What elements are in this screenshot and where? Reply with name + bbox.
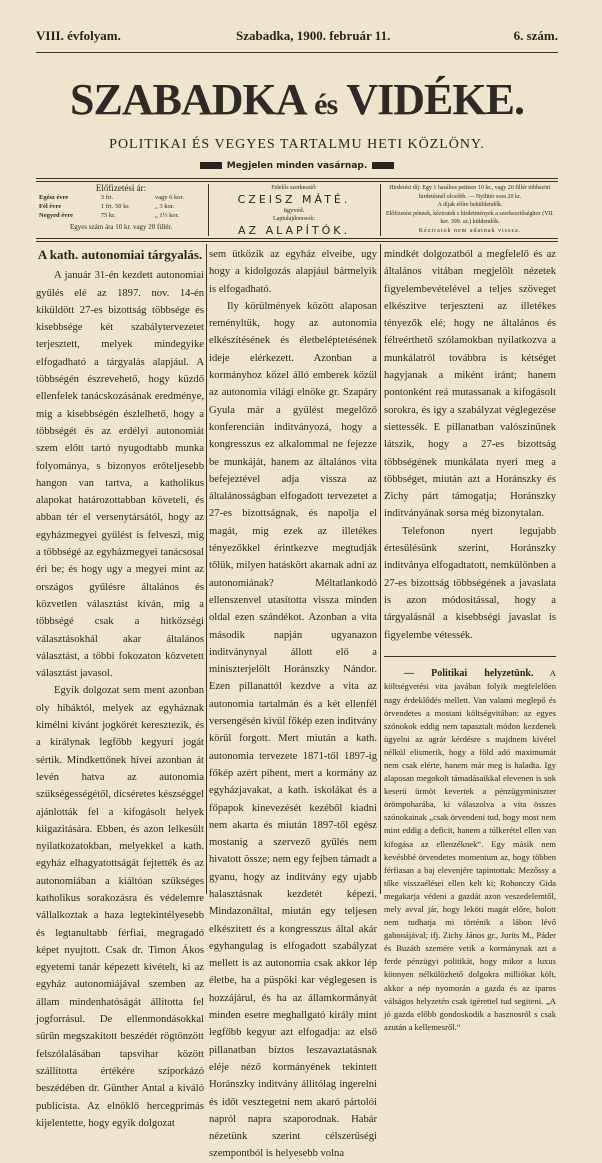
- place-date: Szabadka, 1900. február 11.: [236, 28, 391, 43]
- section-divider: [384, 656, 556, 658]
- volume: VIII. évfolyam.: [36, 28, 121, 43]
- masthead: [36, 70, 558, 135]
- article-paragraph: A január 31-én kezdett autonomiai gyűlés elé az 1897. nov. 14-én kiküldött 27-es bizottság többsége és kisebbsége két szabálytervezetet terjesztett, melyek mindegyike elfogadható a tárgyalás alapjául. A többségén észrevehető, hogy küzdő ellenfelek tanácskozásának eredménye, mig a kisebbségén észlelhető, hogy a többségét és az erdélyi autonomiát szem előtt tartó nyugodtabb munka folyománya, s bizonyos erőteljesebb hangon van tartva, a katholikus alapokat határozottabban követeli, és abban tér el versenytársától, hogy az egyházmegyei gyűlést is felveszi, mig a többségé az egyházmegyei tanácsosal éri be; és hogy ugy a megyei mint az országos gyűlésre általános és közvetlen választást kíván, mig a többségé csak a hitközségi választásokhál akar általános választást, a többi fokozaton közvetett választást javasol.: [36, 270, 204, 680]
- ad-rates: Hirdetési díj: Egy 1 hasábos petitsor 10 kr., vagy 20 fillér többszöri hirdetésnél olcsóbb. — Nyilttér sora 20 kr.: [389, 185, 551, 200]
- article-paragraph: sem ütközik az egyház elveibe, ugy hogy a kidolgozás alapjául bármelyik is elfogadható.: [209, 249, 377, 295]
- pointing-hand-icon: [372, 162, 394, 169]
- publication-schedule: [36, 161, 558, 171]
- subscription-box: [36, 184, 206, 232]
- column-divider: [380, 244, 381, 894]
- masthead-name-a: SZABADKA: [70, 75, 305, 124]
- divider: [36, 178, 558, 179]
- period: Fél évre: [39, 203, 62, 210]
- article-paragraph: Egyik dolgozat sem ment azonban oly hibáktól, melyek az egyháznak kimélni kívánt jogkörét keresztezik, és a királynak legfőbb kegyuri jogát sértik. Mindkettőnek hívei azonban át levén hatva az autonomia szükségességétől, dicséretes készséggel ajánlották fel a kifogásolt helyek kiigazitására. Ebben, és azon lelkesült nyilatkozatokban, melyekkel a kath. egyház elhagyatottságát fejtették és az autonomiában a kiáltóan szükséges katholikus sorakozásra és védelemre vállalkoztak a haza legtekintélyesebb és legtanultabb férfiai, megragadó képet nyujtott. Csak dr. Timon Ákos egyetemi tanár képezett kivételt, ki az egyház autonomiájával szemben az állam mindenhatóságát állította fel jogforrásul. De ellenmondásokkal sűrün megszakított beszédét rögtönzött felszólalásában tapsvihar között szállította értékére sziporkázó beszédében dr. Günther Antal a kiváló publicista. Az elnöklő hercegprimás kijelentette, hogy egyik dolgozat: [36, 685, 204, 1129]
- article-paragraph: mindkét dolgozatból a megfelelő és az általános vitában megjelölt nézetek figyelembevételével a teljes szöveget elkészitve terjeszteni az illetékes tényezők elé; hogy ne általános és félreérthető szólamokban nyilatkozva a munkálatról továbbra is kétséget hagyjanak a miként iránt; hanem pontonként reá mutassanak a kifogásolt sorokra, és igy a szabályzat véglegezése siettessék. E pillanatban valószinűnek látszik, hogy a 27-es bizottság többségének munkálata nyeri meg a többséget, miután azt a Horánszky és Zichy párt támogatja; Horánszky inditványának sorsa még bizonytalan.: [384, 249, 556, 520]
- owners-label: Laptulajdonosok:: [273, 216, 315, 222]
- subscription-title: Előfizetési ár:: [95, 183, 147, 193]
- news-title: — Politikai helyzetünk.: [404, 668, 534, 680]
- article-title: A kath. autonomiai tárgyalás.: [37, 247, 203, 262]
- price: 1 frt. 50 kr.: [100, 203, 130, 210]
- issue-info-line: [36, 28, 558, 46]
- divider: [36, 52, 558, 53]
- news-item-politics: [384, 667, 556, 1034]
- price-alt: „ 3 kor.: [154, 203, 175, 210]
- column-3: [384, 246, 556, 1034]
- divider: [380, 184, 381, 236]
- schedule-text: Megjelen minden vasárnap.: [226, 161, 368, 171]
- divider: [36, 241, 558, 242]
- editor-role: ügyvéd.: [283, 207, 305, 214]
- divider: [36, 181, 558, 182]
- price-row: [36, 202, 206, 211]
- column-1: [36, 246, 204, 1132]
- divider: [208, 184, 209, 236]
- issue-number: 6. szám.: [513, 28, 558, 43]
- article-paragraph: Ily körülmények között alaposan reményltük, hogy az autonomia elkészítésének és életbeléptetésének ideje elérkezett. Azonban a kormányhoz közel álló emberek közül az autonomia világi elnöke gr. Szapáry Gyula már a gyűlést megelőző konferencián inditványozá, hogy a kongresszus ez alkalommal ne fejezze be munkáját, hanem az általános vita befejeztével adja vissza az általánosságban elfogadott tervezetet a 27-es bizottságnak, és napolja el magát, mig ezek az illetékes tényezőkkel érintkezve megtudják tőlük, milyen hatáskört akarnak adni az autonomiának? Méltatlankodó ellenszenvel utasította vissza minden oldal ezen szándékot. Azonban a vita második napján ugyanazon inditványnyal állott elő a miniszterjelölt Horánszky Nándor. Ezen pillanattól kezdve a vita az autonomia tartalmán és a két ellenfél versengésén kivül főkép ezen inditvány körül forgott. Mert miután a kath. autonomia tervezete 1871-től 1897-ig főkép azért pihent, mert a kormány az egyházjavakat, a kath. iskolákat és a főpapok kinevezését kezéből kiadni nem akarta és miután 1897-től egész mostanig a szervező gyűlés nem hivatott össze; nem egy fejben támadt a gyanu, hogy az inditvány egy ujabb halasztásnak kezdetét képezi. Mindazonáltal, miután egy teljesen elkészitett és a kongresszus által akár egyhangulag is elfogadott szabályzat mellett is az autonomia csak akkor lép életbe, ha a püspöki kar véglegesen is hozzájárul, és ha az államkormányát minden esetre meghallgató király mint legfőbb kegyur azt elfogadja: az első pillanatban biztos leszavaztatásnak eléje néző kormányének tekintett Horánszky inditvány állitólag ingerelni és időt vesztegetni nem akaró pártolói napról napra szaporodnak. Habár nézetünk szerint célszerűségi szempontból is helyesebb volna: [209, 300, 377, 1160]
- period: Negyed évre: [39, 212, 73, 219]
- price-row: [36, 211, 206, 220]
- ad-address: Előfizetési pénzek, kéziratok s hirdetmények a szerkesztőséghez (VII. ker. 399. sz.) küldendők.: [385, 210, 555, 225]
- news-text: A költségvetési vita javában folyik megfelelően nagy érdeklődés mellett. Van valami meglepő és örvendetes a mostani költségvitában: az egyes szónokok eddig nem tapasztalt módon kezdenek ügyelni az agrár kérdésre s majdnem kivétel nélkül elismerik, hogy a föld adó maximumát nem csak elérte, hanem már meg is haladta. Igy alaposan megokolt támadásaikkal elevenen is sok keserü ürmöt kevertek a pénzügyminiszter örömpoharába, ki válaszolva a vita összes szónokainak „csak örvendeni tud, hogy most nem mint eddig a deficit, hanem a túlkerétel ellen van kifogása az ellenzéknek“. Egy másik nem kevésbbé örvendetes momentum az, hogy többen férfiasan a baj elevenjére tapintottak: Mezőssy a tőke visszaélései ellen kelt ki; Rohonczy Gida megakarja védeni a gazdát azon veszedelemtől, mely avval jár, hogy leköti magát előre, holott nem tudhatja mi történik a lábon lévő gabonájával; ifj. Zichy János gr., Jurits M., Páder és Buzáth szemére vetik a kormánynak azt a ferde pénzügyi politikát, hogy mikor a luxus könnyen nélkülözhető dolgokra milliókat költ, akkor a nép nyomorán a gazda és az iparos válságos helyzetén csak igérettel tud segiteni. „A jó gazda előbb gondoskodik a hasznosról s csak azután a kellemesről.“: [384, 668, 556, 1032]
- price: 75 kr.: [100, 212, 116, 219]
- column-2: [209, 246, 377, 1163]
- editors-box: [210, 184, 378, 238]
- pointing-hand-icon: [200, 162, 222, 169]
- price-row: [36, 193, 206, 202]
- masthead-es: és: [314, 88, 338, 121]
- ad-manuscripts: Kéziratok nem adatnak vissza.: [418, 227, 522, 234]
- period: Egész évre: [39, 194, 69, 201]
- owners-name: AZ ALAPÍTÓK.: [238, 224, 350, 237]
- single-copy-price: Egyes szám ára 10 kr. vagy 20 fillér.: [69, 223, 173, 231]
- masthead-name-b: VIDÉKE.: [346, 75, 524, 124]
- article-paragraph: Telefonon nyert legujabb értesülésünk szerint, Horánszky inditványa elfogadtatott, nemkülönben a 27-es bizottság többségének a javaslata is azon módositással, hogy a tárgyalásnál a kisebbségi javaslat is figyelembe vétessék.: [384, 525, 556, 641]
- ad-prepay: A díjak előre beküldendők.: [437, 202, 503, 208]
- price-table: [36, 193, 206, 220]
- ads-box: [382, 184, 558, 235]
- price: 3 frt.: [100, 194, 114, 201]
- divider: [36, 238, 558, 239]
- price-alt: vagy 6 kor.: [154, 194, 184, 201]
- column-divider: [206, 244, 207, 894]
- editor-label: Felelős szerkesztő:: [271, 185, 317, 191]
- price-alt: „ 1½ kor.: [154, 212, 180, 219]
- editor-name: CZEISZ MÁTÉ.: [237, 193, 351, 206]
- subtitle: POLITIKAI ÉS VEGYES TARTALMU HETI KÖZLÖNY.: [109, 137, 485, 152]
